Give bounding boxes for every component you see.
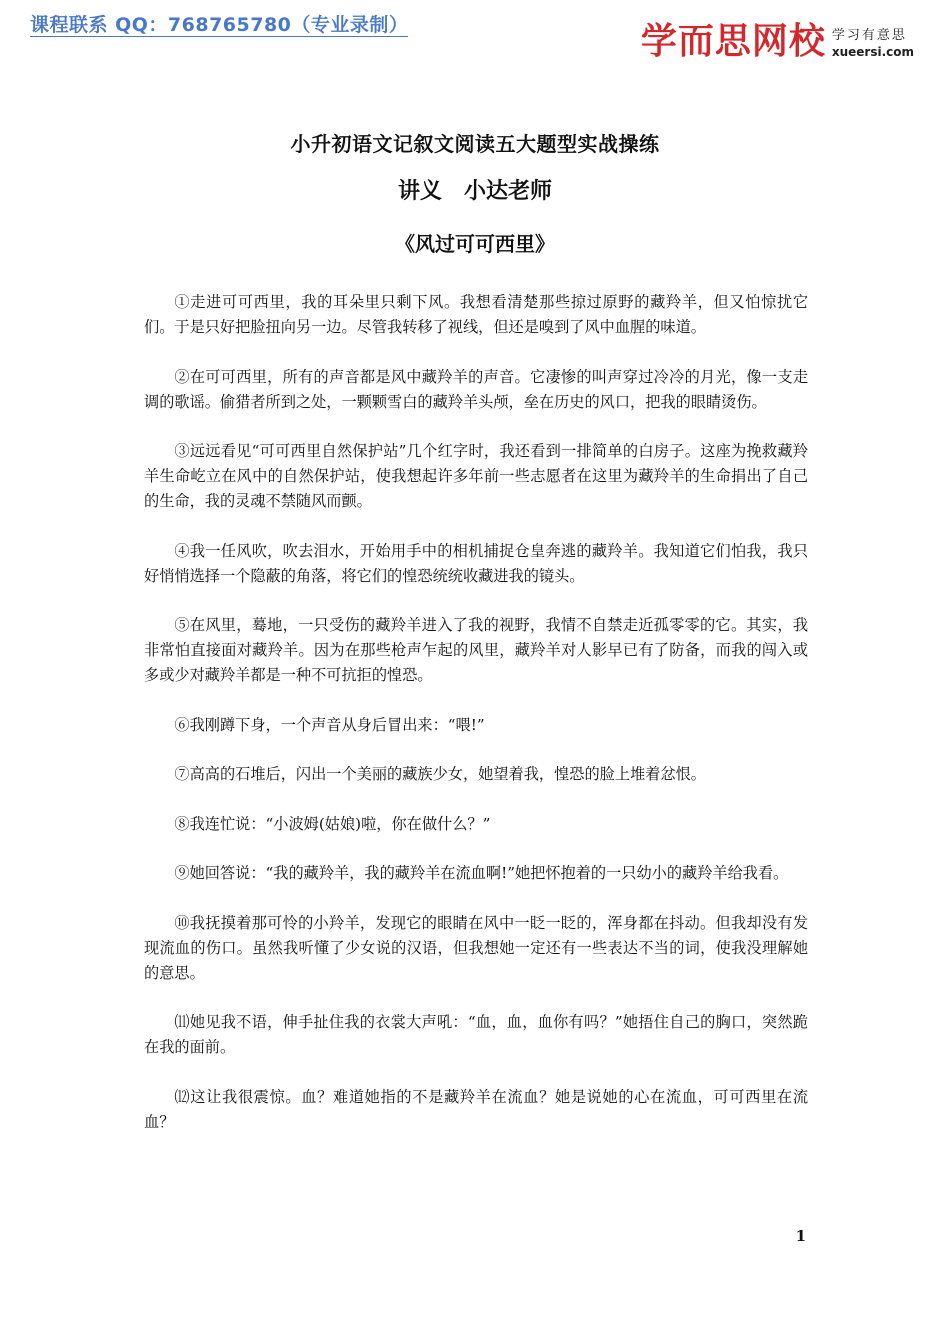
paragraph-8: ⑧我连忙说：“小波姆(姑娘)啦，你在做什么？” — [174, 814, 491, 833]
subtitle-teacher: 小达老师 — [464, 178, 553, 204]
brand-logo — [641, 20, 914, 64]
paragraph-4: ④我一任风吹，吹去泪水，开始用手中的相机捕捉仓皇奔逃的藏羚羊。我知道它们怕我，我只好悄悄选择一个隐蔽的角落，将它们的惶恐统统收藏进我的镜头。 — [144, 541, 808, 585]
paragraph-6: ⑥我刚蹲下身，一个声音从身后冒出来：“喂!” — [174, 715, 485, 734]
page-number: 1 — [795, 1227, 806, 1245]
paragraph-11: ⑾她见我不语，伸手扯住我的衣裳大声吼：“血，血，血你有吗？”她捂住自己的胸口，突然跪在我的面前。 — [144, 1013, 808, 1056]
contact-info[interactable] — [30, 10, 408, 37]
paragraph-7: ⑦高高的石堆后，闪出一个美丽的藏族少女，她望着我，惶恐的脸上堆着忿恨。 — [174, 765, 706, 783]
paragraph-3: ③远远看见“可可西里自然保护站”几个红字时，我还看到一排简单的白房子。这座为挽救藏羚羊生命屹立在风中的自然保护站，使我想起许多年前一些志愿者在这里为藏羚羊的生命捐出了自己的生命，我的灵魂不禁随风而颤。 — [144, 442, 808, 510]
document-subtitle — [0, 174, 950, 205]
paragraph-2: ②在可可西里，所有的声音都是风中藏羚羊的声音。它凄惨的叫声穿过冷冷的月光，像一支走调的歌谣。偷猎者所到之处，一颗颗雪白的藏羚羊头颅，垒在历史的风口，把我的眼睛烫伤。 — [144, 367, 808, 411]
document-title: 小升初语文记叙文阅读五大题型实战操练 — [290, 132, 660, 156]
logo-side — [832, 28, 914, 64]
paragraph-9: ⑨她回答说：“我的藏羚羊，我的藏羚羊在流血啊!”她把怀抱着的一只幼小的藏羚羊给我看。 — [174, 864, 789, 882]
essay-title: 《风过可可西里》 — [395, 232, 555, 256]
paragraph-12: ⑿这让我很震惊。血？难道她指的不是藏羚羊在流血？她是说她的心在流血，可可西里在流血？ — [144, 1087, 808, 1131]
essay-body — [144, 290, 808, 1159]
contact-link[interactable]: 课程联系 QQ：768765780（专业录制） — [30, 14, 409, 36]
logo-url: xueersi.com — [831, 45, 914, 59]
logo-text: 学而思网校 — [640, 21, 826, 62]
paragraph-5: ⑤在风里，蓦地，一只受伤的藏羚羊进入了我的视野，我情不自禁走近孤零零的它。其实，我非常怕直接面对藏羚羊。因为在那些枪声乍起的风里，藏羚羊对人影早已有了防备，而我的闯入或多或少对藏羚羊都是一种不可抗拒的惶恐。 — [144, 616, 808, 684]
subtitle-label: 讲义 — [397, 178, 442, 204]
paragraph-10: ⑩我抚摸着那可怜的小羚羊，发现它的眼睛在风中一眨一眨的，浑身都在抖动。但我却没有发现流血的伤口。虽然我听懂了少女说的汉语，但我想她一定还有一些表达不当的词，使我没理解她的意思。 — [144, 913, 808, 982]
logo-slogan: 学习有意思 — [831, 28, 907, 43]
paragraph-1: ①走进可可西里，我的耳朵里只剩下风。我想看清楚那些掠过原野的藏羚羊，但又怕惊扰它们。于是只好把脸扭向另一边。尽管我转移了视线，但还是嗅到了风中血腥的味道。 — [144, 293, 808, 336]
